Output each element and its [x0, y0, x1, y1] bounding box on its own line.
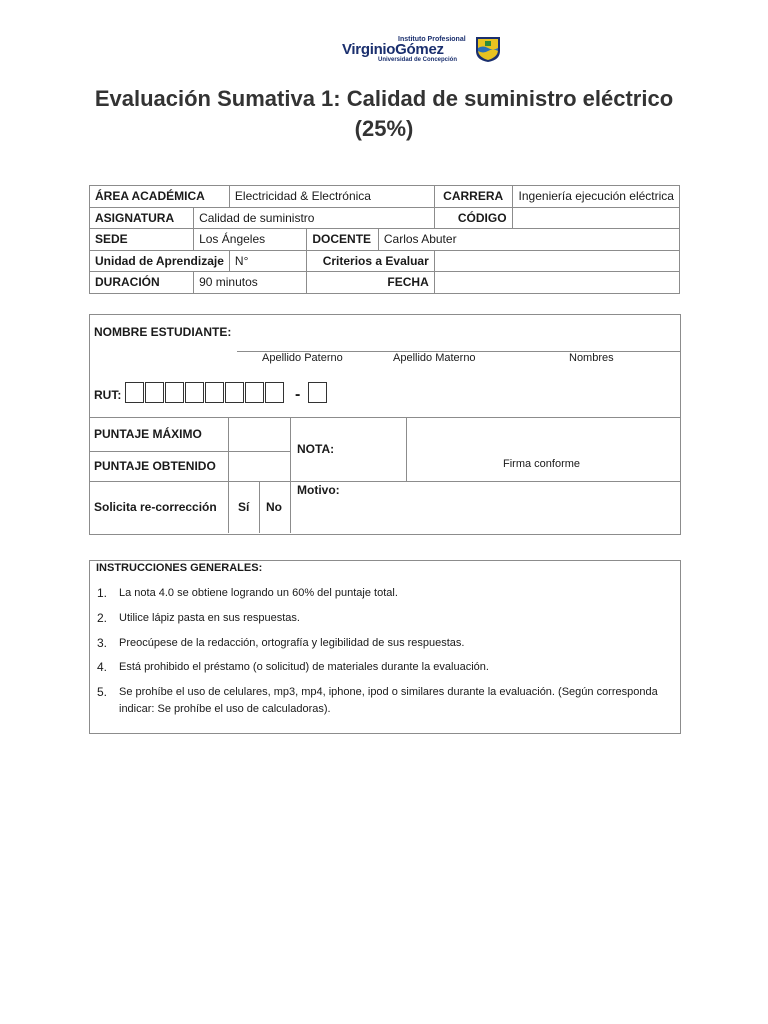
rut-digit-box[interactable]	[205, 382, 224, 403]
fecha-field[interactable]	[434, 272, 679, 294]
instructions-section	[89, 560, 681, 734]
firma-field[interactable]	[407, 418, 679, 460]
apellido-paterno-caption: Apellido Paterno	[262, 352, 343, 364]
sede-label: SEDE	[90, 229, 194, 251]
fecha-label: FECHA	[307, 272, 434, 294]
puntaje-obtenido-field[interactable]	[229, 452, 290, 481]
title-line-2: (25%)	[354, 116, 414, 141]
item-number: 1.	[97, 586, 108, 600]
nota-label: NOTA:	[297, 442, 335, 456]
rut-digit-box[interactable]	[245, 382, 264, 403]
motivo-field[interactable]	[291, 500, 679, 532]
course-info-table	[89, 185, 680, 294]
table-row	[90, 250, 680, 272]
item-number: 4.	[97, 660, 108, 674]
table-row	[90, 207, 680, 229]
divider	[228, 481, 229, 533]
puntaje-maximo-field[interactable]	[229, 418, 290, 451]
codigo-field[interactable]	[512, 207, 679, 229]
item-text: Está prohibido el préstamo (o solicitud) de materiales durante la evaluación.	[119, 661, 489, 673]
instructions-heading: INSTRUCCIONES GENERALES:	[96, 562, 263, 574]
title-line-1: Evaluación Sumativa 1: Calidad de suministro eléctrico	[94, 86, 674, 111]
logo-brand-b: Gómez	[395, 41, 444, 58]
docente-label: DOCENTE	[307, 229, 379, 251]
rut-label: RUT:	[94, 388, 122, 402]
recorreccion-label: Solicita re-corrección	[94, 500, 217, 514]
item-text: Se prohíbe el uso de celulares, mp3, mp4, iphone, ipod o similares durante la evaluación. (Según corresponda indicar: Se prohíbe el uso de calculadoras).	[119, 686, 658, 715]
firma-caption: Firma conforme	[503, 458, 581, 470]
duracion-label: DURACIÓN	[90, 272, 194, 294]
table-row	[90, 186, 680, 208]
nombre-label: NOMBRE ESTUDIANTE:	[94, 325, 232, 339]
rut-verifier-box[interactable]	[308, 382, 327, 403]
unidad-label: Unidad de Aprendizaje	[90, 250, 230, 272]
divider	[259, 481, 260, 533]
duracion-value: 90 minutos	[194, 272, 307, 294]
area-value: Electricidad & Electrónica	[229, 186, 434, 208]
nombres-caption: Nombres	[569, 352, 614, 364]
table-row	[90, 272, 680, 294]
logo-line-1: Instituto Profesional	[398, 36, 466, 43]
apellido-materno-caption: Apellido Materno	[393, 352, 476, 364]
puntaje-maximo-label: PUNTAJE MÁXIMO	[94, 427, 202, 441]
unidad-value: N°	[229, 250, 306, 272]
logo-brand	[342, 41, 444, 58]
criterios-field[interactable]	[434, 250, 679, 272]
item-text: Utilice lápiz pasta en sus respuestas.	[119, 612, 300, 624]
docente-value: Carlos Abuter	[378, 229, 679, 251]
item-text: La nota 4.0 se obtiene logrando un 60% del puntaje total.	[119, 587, 398, 599]
rut-digit-box[interactable]	[265, 382, 284, 403]
rut-digit-box[interactable]	[125, 382, 144, 403]
carrera-value: Ingeniería ejecución eléctrica	[512, 186, 679, 208]
logo-brand-a: Virginio	[342, 41, 396, 58]
rut-digit-box[interactable]	[165, 382, 184, 403]
sede-value: Los Ángeles	[194, 229, 307, 251]
asignatura-label: ASIGNATURA	[90, 207, 194, 229]
area-label: ÁREA ACADÉMICA	[90, 186, 230, 208]
institution-logo	[340, 36, 504, 66]
carrera-label: CARRERA	[434, 186, 512, 208]
item-number: 5.	[97, 685, 108, 699]
page-title	[60, 84, 708, 144]
divider	[89, 481, 680, 482]
codigo-label: CÓDIGO	[434, 207, 512, 229]
item-text: Preocúpese de la redacción, ortografía y legibilidad de sus respuestas.	[119, 637, 465, 649]
rut-dash: -	[295, 386, 301, 403]
shield-icon	[475, 36, 501, 63]
puntaje-obtenido-label: PUNTAJE OBTENIDO	[94, 459, 216, 473]
item-number: 2.	[97, 611, 108, 625]
si-option[interactable]: Sí	[238, 500, 250, 514]
rut-digit-box[interactable]	[185, 382, 204, 403]
asignatura-value: Calidad de suministro	[194, 207, 435, 229]
rut-digit-box[interactable]	[225, 382, 244, 403]
criterios-label: Criterios a Evaluar	[307, 250, 434, 272]
no-option[interactable]: No	[266, 500, 282, 514]
logo-line-3: Universidad de Concepción	[378, 57, 458, 63]
table-row	[90, 229, 680, 251]
motivo-label: Motivo:	[297, 483, 340, 497]
rut-digit-box[interactable]	[145, 382, 164, 403]
item-number: 3.	[97, 636, 108, 650]
